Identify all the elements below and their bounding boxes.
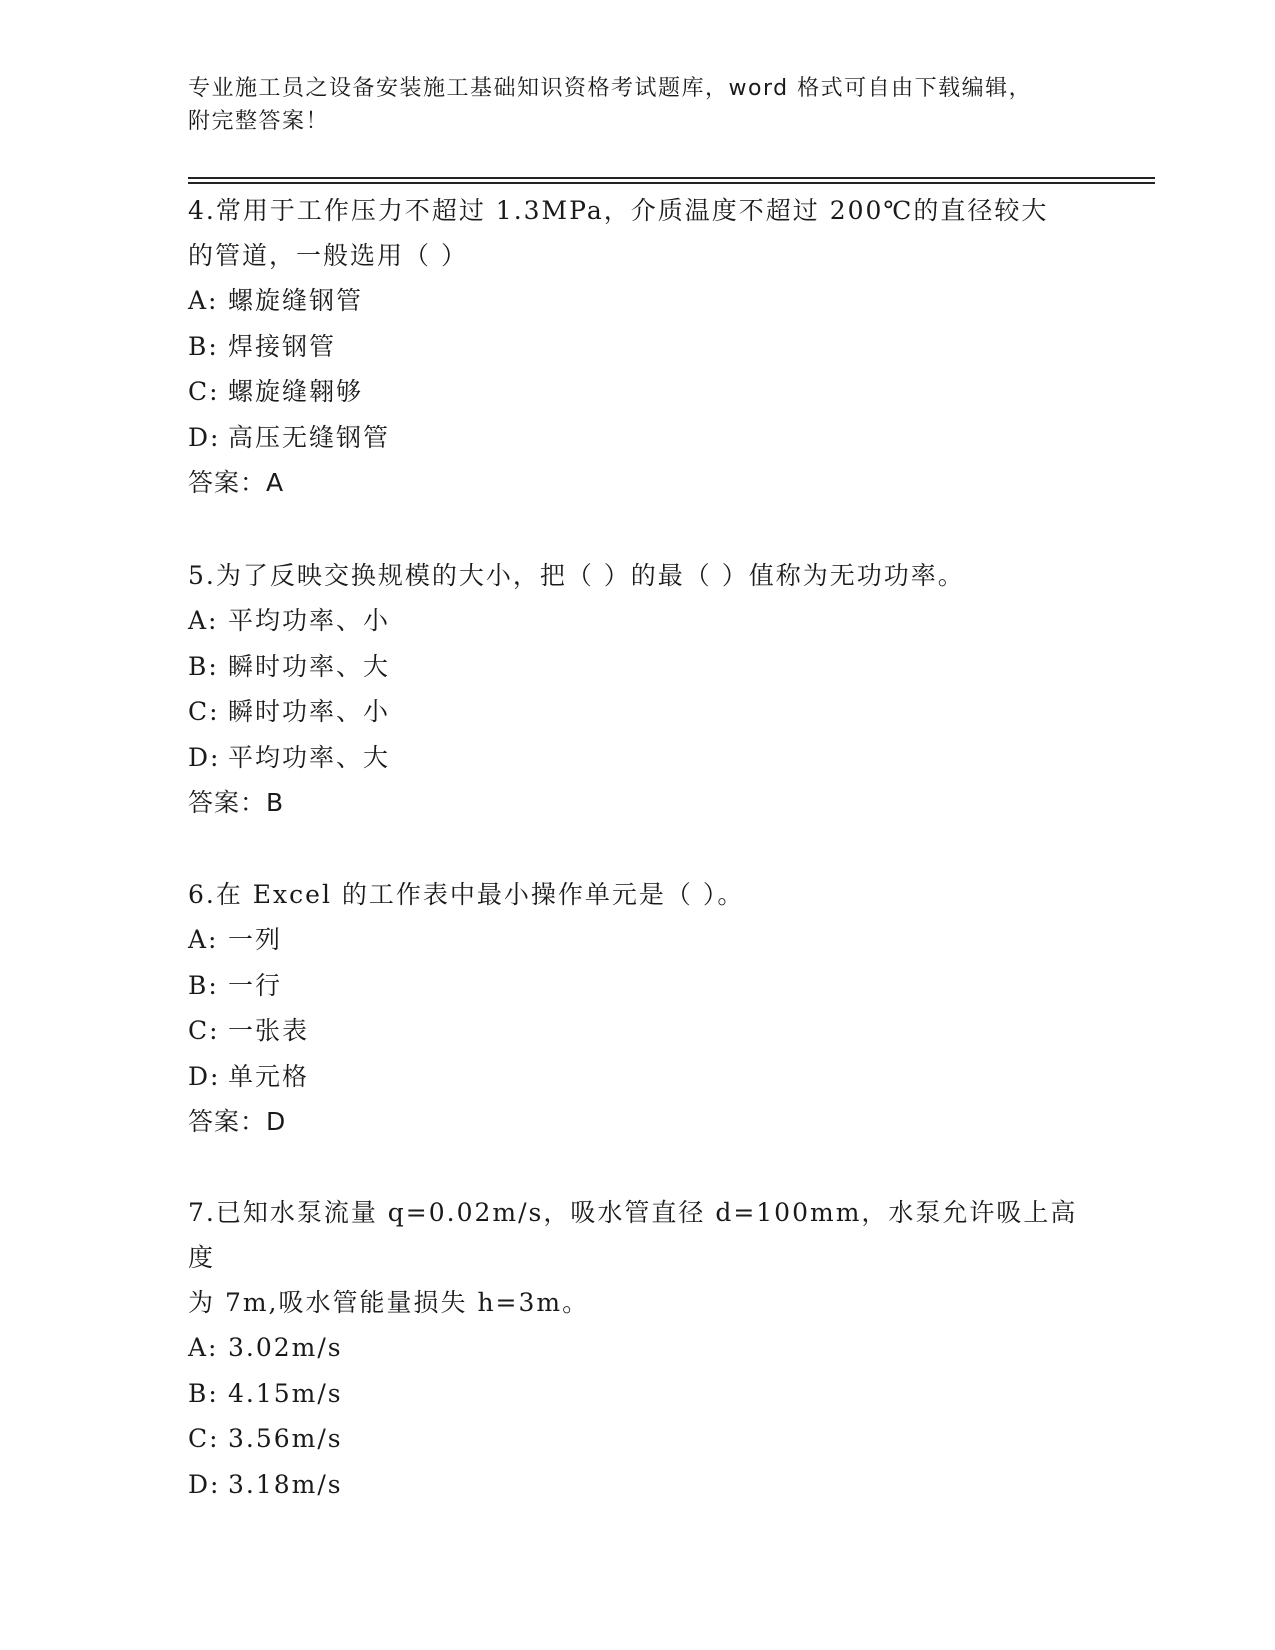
- option-c: [188, 1008, 1088, 1054]
- option-letter: A:: [188, 1333, 219, 1362]
- option-letter: C:: [188, 377, 220, 406]
- question-4: [188, 188, 1088, 506]
- option-c: [188, 1416, 1088, 1462]
- option-letter: B:: [188, 331, 219, 361]
- question-text-line: 的管道，一般选用（ ）: [188, 241, 468, 270]
- option-text: 单元格: [228, 1061, 310, 1091]
- question-text: [188, 553, 1088, 598]
- question-6: [188, 872, 1088, 1145]
- question-text-line: 5.为了反映交换规模的大小，把（ ）的最（ ）值称为无功功率。: [188, 561, 965, 590]
- option-letter: D:: [188, 742, 221, 772]
- option-d: [188, 1462, 1088, 1508]
- option-text: 瞬时功率、大: [228, 651, 391, 681]
- question-text: [188, 872, 1088, 917]
- question-text-line: 为 7m,吸水管能量损失 h=3m。: [188, 1288, 590, 1317]
- option-a: [188, 1325, 1088, 1371]
- question-text: [188, 188, 1088, 278]
- option-a: [188, 278, 1088, 324]
- option-text: 高压无缝钢管: [228, 422, 391, 452]
- question-text-line: 7.已知水泵流量 q=0.02m/s，吸水管直径 d=100mm，水泵允许吸上高度: [188, 1198, 1078, 1272]
- option-letter: C:: [188, 1016, 220, 1045]
- header-line-2: 附完整答案！: [188, 109, 330, 134]
- question-text-line: 6.在 Excel 的工作表中最小操作单元是（ ）。: [188, 880, 745, 909]
- option-text: 一行: [228, 970, 283, 1000]
- option-text: 3.18m/s: [228, 1469, 343, 1499]
- option-letter: D:: [188, 1061, 221, 1091]
- option-letter: D:: [188, 422, 221, 452]
- option-a: [188, 917, 1088, 963]
- option-c: [188, 369, 1088, 415]
- question-5: [188, 553, 1088, 826]
- answer-text: 答案：B: [188, 788, 285, 817]
- option-text: 瞬时功率、小: [228, 697, 391, 726]
- option-letter: C:: [188, 1424, 220, 1453]
- option-text: 一列: [228, 925, 283, 954]
- option-letter: B:: [188, 970, 219, 1000]
- question-text: [188, 1190, 1088, 1325]
- option-c: [188, 689, 1088, 735]
- option-b: [188, 324, 1088, 370]
- option-b: [188, 644, 1088, 690]
- option-letter: A:: [188, 606, 219, 635]
- option-letter: A:: [188, 925, 219, 954]
- header-rule-bottom: [188, 182, 1155, 184]
- option-text: 平均功率、大: [228, 742, 391, 772]
- option-b: [188, 963, 1088, 1009]
- option-letter: C:: [188, 697, 220, 726]
- header-line-1: 专业施工员之设备安装施工基础知识资格考试题库，word 格式可自由下载编辑，: [188, 76, 1033, 101]
- option-text: 螺旋缝翱够: [228, 377, 364, 406]
- option-letter: B:: [188, 1378, 219, 1408]
- document-header: [188, 72, 1068, 138]
- option-d: [188, 415, 1088, 461]
- question-7: [188, 1190, 1088, 1507]
- option-b: [188, 1371, 1088, 1417]
- option-text: 焊接钢管: [228, 331, 337, 361]
- option-text: 平均功率、小: [228, 606, 391, 635]
- option-text: 3.56m/s: [228, 1424, 343, 1453]
- option-text: 3.02m/s: [228, 1333, 343, 1362]
- option-d: [188, 735, 1088, 781]
- option-text: 一张表: [228, 1016, 310, 1045]
- question-text-line: 4.常用于工作压力不超过 1.3MPa，介质温度不超过 200℃的直径较大: [188, 196, 1049, 225]
- option-letter: A:: [188, 286, 219, 315]
- option-text: 螺旋缝钢管: [228, 286, 364, 315]
- answer-text: 答案：D: [188, 1107, 287, 1136]
- option-d: [188, 1054, 1088, 1100]
- option-letter: D:: [188, 1469, 221, 1499]
- header-rule-top: [188, 177, 1155, 179]
- option-a: [188, 598, 1088, 644]
- option-letter: B:: [188, 651, 219, 681]
- option-text: 4.15m/s: [228, 1378, 343, 1408]
- answer-text: 答案：A: [188, 468, 285, 497]
